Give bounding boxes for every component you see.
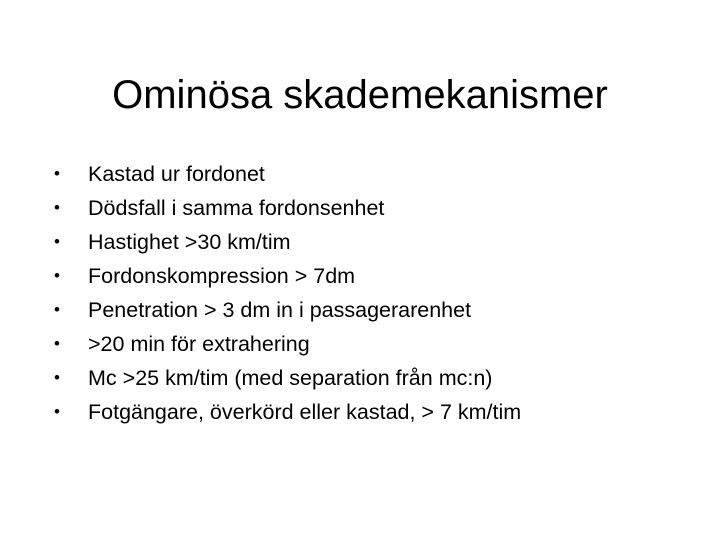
bullet-text: Fordonskompression > 7dm [88, 263, 356, 288]
bullet-icon: • [54, 402, 60, 421]
bullet-text: Fotgängare, överkörd eller kastad, > 7 km/tim [88, 399, 522, 424]
bullet-item [54, 395, 694, 429]
bullet-icon: • [54, 368, 60, 387]
bullet-text: Kastad ur fordonet [88, 161, 265, 186]
bullet-item [54, 361, 694, 395]
bullet-icon: • [54, 164, 60, 183]
bullet-text: Dödsfall i samma fordonsenhet [88, 195, 385, 220]
slide-title: Ominösa skademekanismer [112, 73, 608, 117]
bullet-item [54, 225, 694, 259]
bullet-text: Mc >25 km/tim (med separation från mc:n) [88, 365, 493, 390]
bullet-icon: • [54, 198, 60, 217]
bullet-text: Hastighet >30 km/tim [88, 229, 291, 254]
bullet-text: >20 min för extrahering [88, 331, 310, 356]
bullet-text: Penetration > 3 dm in i passagerarenhet [88, 297, 472, 322]
bullet-icon: • [54, 266, 60, 285]
bullet-item [54, 191, 694, 225]
bullet-item [54, 259, 694, 293]
bullet-item [54, 293, 694, 327]
bullet-icon: • [54, 334, 60, 353]
bullet-list [54, 157, 694, 429]
bullet-icon: • [54, 232, 60, 251]
bullet-item [54, 327, 694, 361]
bullet-icon: • [54, 300, 60, 319]
bullet-item [54, 157, 694, 191]
